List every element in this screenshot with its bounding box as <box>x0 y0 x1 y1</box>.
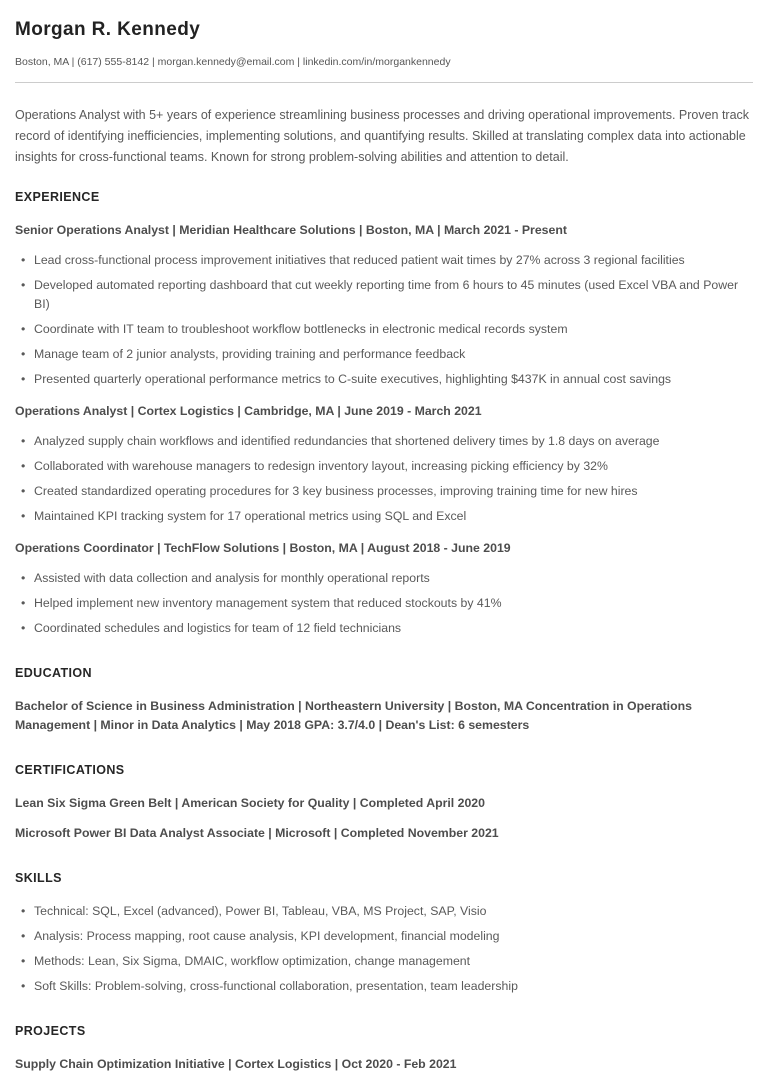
job-title: Operations Analyst | Cortex Logistics | Cambridge, MA | June 2019 - March 2021 <box>15 404 482 419</box>
project-entry: Supply Chain Optimization Initiative | Cortex Logistics | Oct 2020 - Feb 2021 <box>15 1057 457 1072</box>
job-title: Operations Coordinator | TechFlow Solutions | Boston, MA | August 2018 - June 2019 <box>15 541 511 556</box>
bullet-item: • Analyzed supply chain workflows and identified redundancies that shortened delivery times by 1.8 days on average <box>34 432 753 451</box>
bullet-item: • Helped implement new inventory management system that reduced stockouts by 41% <box>34 594 753 613</box>
skills-item: • Soft Skills: Problem-solving, cross-functional collaboration, presentation, team leadership <box>34 977 753 996</box>
job-bullet-list <box>15 251 753 389</box>
job-entry <box>15 402 753 526</box>
skills-list <box>15 902 753 996</box>
bullet-item: • Assisted with data collection and analysis for monthly operational reports <box>34 569 753 588</box>
education-entry: Bachelor of Science in Business Administration | Northeastern University | Boston, MA Concentration in Operations Management | Minor in Data Analytics | May 2018 GPA: 3.7/4.0 | Dean's List: 6 semesters <box>15 699 692 733</box>
bullet-item: • Developed automated reporting dashboard that cut weekly reporting time from 6 hours to 45 minutes (used Excel VBA and Power BI) <box>34 276 753 314</box>
skills-item: • Technical: SQL, Excel (advanced), Power BI, Tableau, VBA, MS Project, SAP, Visio <box>34 902 753 921</box>
bullet-item: • Coordinated schedules and logistics for team of 12 field technicians <box>34 619 753 638</box>
job-entry <box>15 221 753 389</box>
bullet-item: • Manage team of 2 junior analysts, providing training and performance feedback <box>34 345 753 364</box>
section-heading-experience: EXPERIENCE <box>15 190 100 205</box>
job-bullet-list <box>15 432 753 526</box>
bullet-item: • Maintained KPI tracking system for 17 operational metrics using SQL and Excel <box>34 507 753 526</box>
section-heading-skills: SKILLS <box>15 871 62 886</box>
header-divider <box>15 82 753 83</box>
bullet-item: • Created standardized operating procedures for 3 key business processes, improving training time for new hires <box>34 482 753 501</box>
job-bullet-list <box>15 569 753 638</box>
bullet-item: • Presented quarterly operational performance metrics to C-suite executives, highlighting $437K in annual cost savings <box>34 370 753 389</box>
bullet-item: • Lead cross-functional process improvement initiatives that reduced patient wait times by 27% across 3 regional facilities <box>34 251 753 270</box>
skills-item: • Methods: Lean, Six Sigma, DMAIC, workflow optimization, change management <box>34 952 753 971</box>
bullet-item: • Coordinate with IT team to troubleshoot workflow bottlenecks in electronic medical records system <box>34 320 753 339</box>
section-heading-projects: PROJECTS <box>15 1024 86 1039</box>
section-heading-education: EDUCATION <box>15 666 92 681</box>
section-heading-certifications: CERTIFICATIONS <box>15 763 125 778</box>
contact-info: Boston, MA | (617) 555-8142 | morgan.kennedy@email.com | linkedin.com/in/morgankennedy <box>15 55 451 68</box>
summary-text: Operations Analyst with 5+ years of experience streamlining business processes and driving operational improvements. Proven track record of identifying inefficiencies, implementing solutions, and quantifying results. Skilled at translating complex data into actionable insights for cross-functional teams. Known for strong problem-solving abilities and attention to detail. <box>15 108 750 165</box>
bullet-item: • Collaborated with warehouse managers to redesign inventory layout, increasing picking efficiency by 32% <box>34 457 753 476</box>
job-entry <box>15 539 753 638</box>
skills-item: • Analysis: Process mapping, root cause analysis, KPI development, financial modeling <box>34 927 753 946</box>
certification-entry: Microsoft Power BI Data Analyst Associate | Microsoft | Completed November 2021 <box>15 826 499 841</box>
candidate-name: Morgan R. Kennedy <box>15 19 201 40</box>
job-title: Senior Operations Analyst | Meridian Healthcare Solutions | Boston, MA | March 2021 - Present <box>15 223 567 238</box>
certification-entry: Lean Six Sigma Green Belt | American Society for Quality | Completed April 2020 <box>15 796 485 811</box>
